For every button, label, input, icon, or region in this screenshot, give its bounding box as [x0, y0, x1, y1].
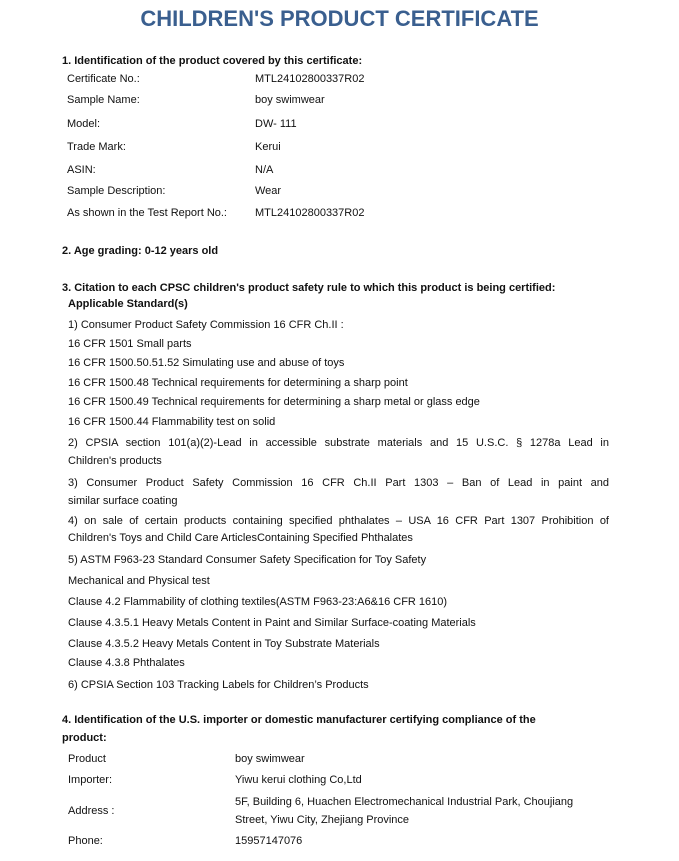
- standard-line: 5) ASTM F963-23 Standard Consumer Safety Specification for Toy Safety: [68, 554, 427, 566]
- standard-line: Mechanical and Physical test: [68, 575, 210, 587]
- row-value: boy swimwear: [255, 94, 325, 106]
- row-label: Sample Description:: [67, 185, 166, 197]
- row-value: 15957147076: [235, 835, 303, 847]
- standard-line: 16 CFR 1501 Small parts: [68, 338, 192, 350]
- standard-line: 16 CFR 1500.49 Technical requirements for determining a sharp metal or glass edge: [68, 396, 480, 408]
- row-label: Trade Mark:: [67, 141, 126, 153]
- standard-line: Clause 4.3.5.2 Heavy Metals Content in Toy Substrate Materials: [68, 638, 380, 650]
- row-value: Kerui: [255, 141, 281, 153]
- standard-line: 4) on sale of certain products containing specified phthalates – USA 16 CFR Part 1307 Prohibition of: [68, 515, 609, 527]
- standard-line: Children's products: [68, 455, 162, 467]
- row-value: boy swimwear: [235, 753, 305, 765]
- standard-line: Clause 4.2 Flammability of clothing textiles(ASTM F963-23:A6&16 CFR 1610): [68, 596, 448, 608]
- section3-subheading: Applicable Standard(s): [68, 298, 188, 310]
- row-label: Phone:: [68, 835, 103, 847]
- row-value: DW- 111: [255, 118, 297, 130]
- section3-heading: 3. Citation to each CPSC children's product safety rule to which this product is being certified:: [62, 282, 556, 294]
- standard-line: Clause 4.3.8 Phthalates: [68, 657, 185, 669]
- standard-line: 2) CPSIA section 101(a)(2)-Lead in accessible substrate materials and 15 U.S.C. § 1278a Lead in: [68, 437, 609, 449]
- row-label: Address :: [68, 805, 115, 817]
- row-label: Product: [68, 753, 106, 765]
- row-label: ASIN:: [67, 164, 96, 176]
- section2-heading: 2. Age grading: 0-12 years old: [62, 245, 219, 257]
- page-title: CHILDREN'S PRODUCT CERTIFICATE: [140, 6, 539, 31]
- row-label: Importer:: [68, 774, 113, 786]
- row-value: Yiwu kerui clothing Co,Ltd: [235, 774, 362, 786]
- section4-heading: 4. Identification of the U.S. importer or domestic manufacturer certifying compliance of the: [62, 714, 536, 726]
- section4-heading-cont: product:: [62, 732, 107, 744]
- row-value: Wear: [255, 185, 282, 197]
- row-value: MTL24102800337R02: [255, 73, 365, 85]
- standard-line: 16 CFR 1500.50.51.52 Simulating use and abuse of toys: [68, 357, 345, 369]
- row-value: N/A: [255, 164, 274, 176]
- row-label: Sample Name:: [67, 94, 140, 106]
- standard-line: similar surface coating: [68, 495, 178, 507]
- standard-line: 1) Consumer Product Safety Commission 16 CFR Ch.II :: [68, 319, 344, 331]
- section1-heading: 1. Identification of the product covered by this certificate:: [62, 55, 363, 67]
- row-label: Model:: [67, 118, 101, 130]
- standard-line: 16 CFR 1500.48 Technical requirements for determining a sharp point: [68, 377, 408, 389]
- row-value-cont: Street, Yiwu City, Zhejiang Province: [235, 814, 410, 826]
- standard-line: Children's Toys and Child Care ArticlesContaining Specified Phthalates: [68, 532, 413, 544]
- row-label: Certificate No.:: [67, 73, 140, 85]
- standard-line: Clause 4.3.5.1 Heavy Metals Content in Paint and Similar Surface-coating Materials: [68, 617, 476, 629]
- row-label: As shown in the Test Report No.:: [67, 207, 227, 219]
- row-value: MTL24102800337R02: [255, 207, 365, 219]
- standard-line: 6) CPSIA Section 103 Tracking Labels for Children’s Products: [68, 679, 369, 691]
- standard-line: 16 CFR 1500.44 Flammability test on solid: [68, 416, 276, 428]
- row-value: 5F, Building 6, Huachen Electromechanical Industrial Park, Choujiang: [235, 796, 574, 808]
- standard-line: 3) Consumer Product Safety Commission 16 CFR Ch.II Part 1303 – Ban of Lead in paint and: [68, 477, 609, 489]
